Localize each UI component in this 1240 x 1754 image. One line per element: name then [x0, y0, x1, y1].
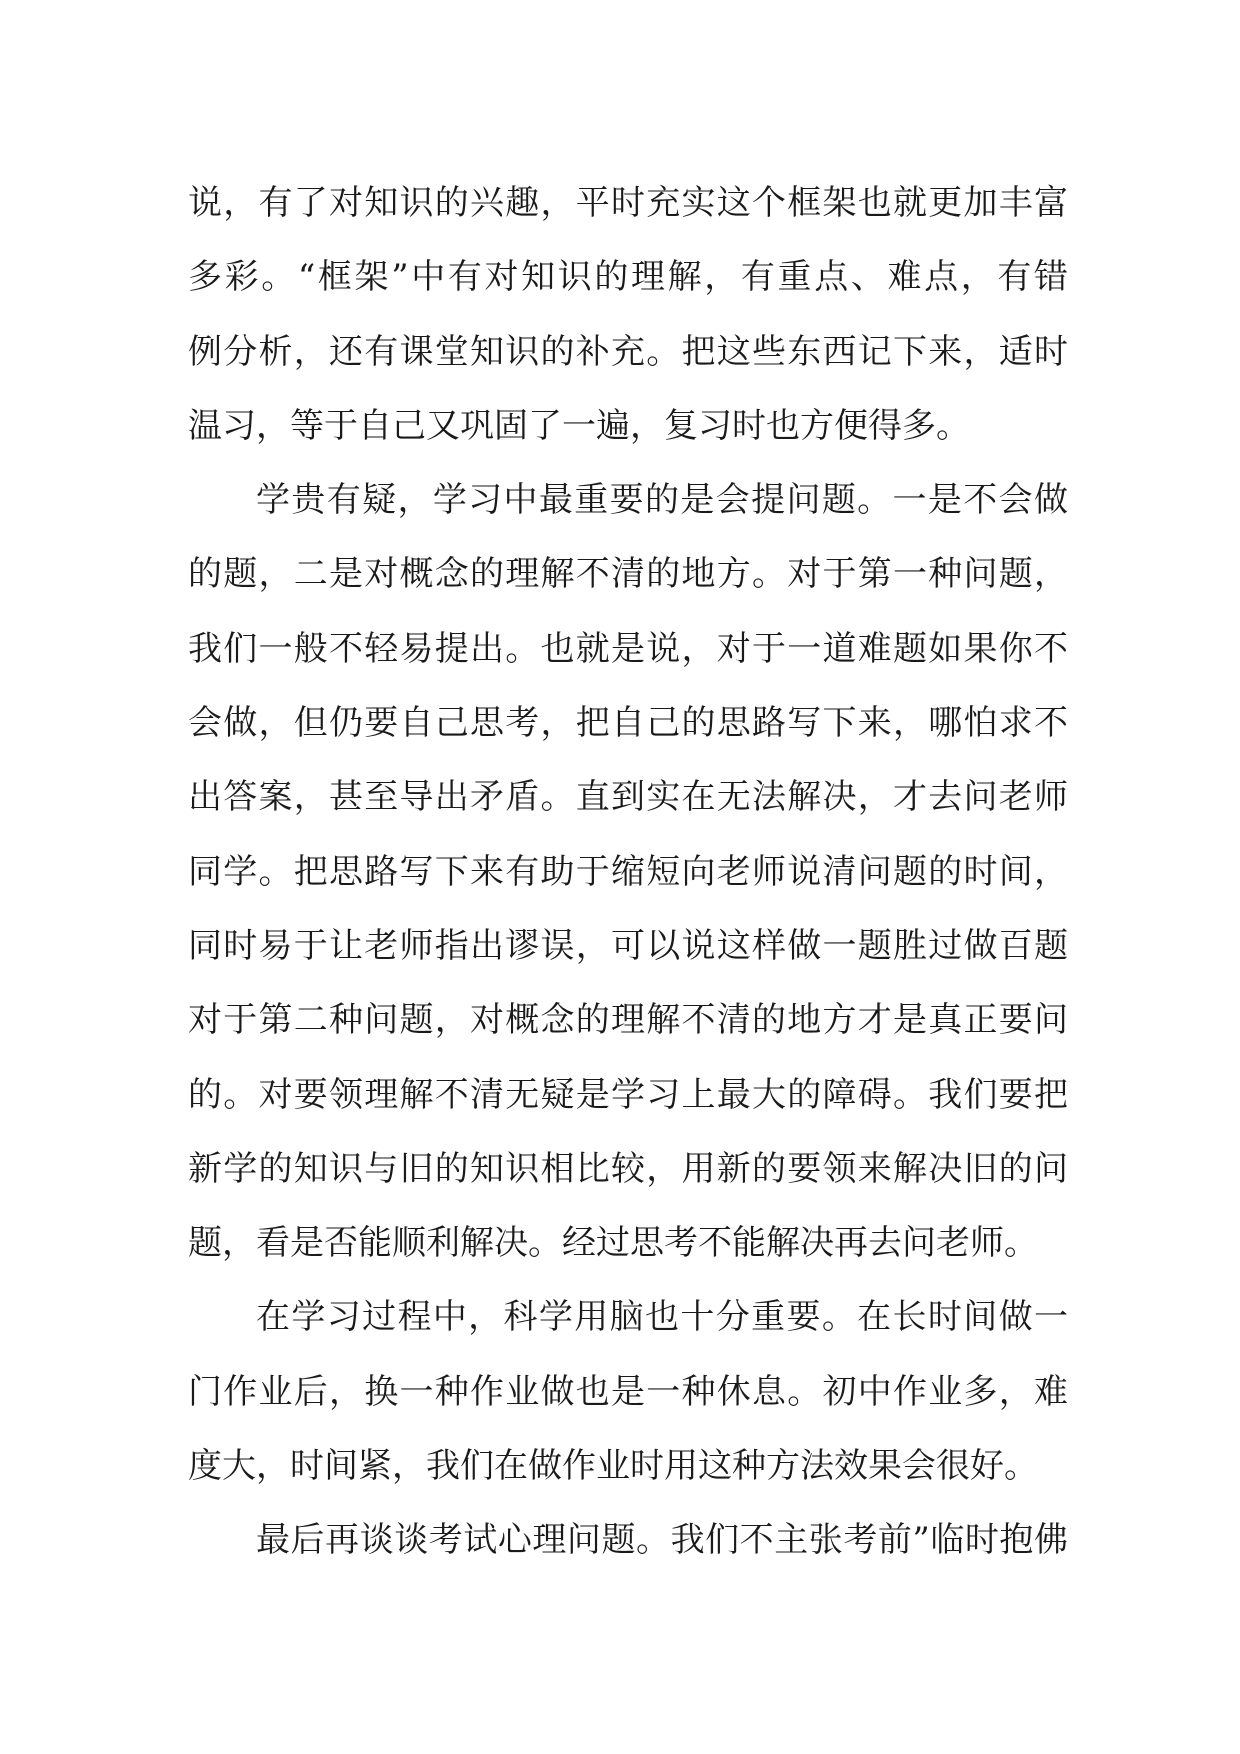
text-line: 温习，等于自己又巩固了一遍，复习时也方便得多。	[188, 405, 970, 446]
text-line: 多彩。“框架”中有对知识的理解，有重点、难点，有错	[188, 257, 1068, 298]
text-line: 门作业后，换一种作业做也是一种休息。初中作业多，难	[188, 1371, 1068, 1412]
text-line: 说，有了对知识的兴趣，平时充实这个框架也就更加丰富	[188, 183, 1068, 223]
text-line: 出答案，甚至导出矛盾。直到实在无法解决，才去问老师	[188, 777, 1068, 818]
text-line: 最后再谈谈考试心理问题。我们不主张考前”临时抱佛	[256, 1520, 1068, 1561]
text-line: 学贵有疑，学习中最重要的是会提问题。一是不会做	[256, 480, 1068, 521]
text-line: 的题，二是对概念的理解不清的地方。对于第一种问题，	[188, 554, 1068, 595]
text-line: 题，看是否能顺利解决。经过思考不能解决再去问老师。	[188, 1223, 1038, 1264]
text-line: 会做，但仍要自己思考，把自己的思路写下来，哪怕求不	[188, 703, 1068, 744]
text-line: 新学的知识与旧的知识相比较，用新的要领来解决旧的问	[188, 1148, 1068, 1189]
body-text	[188, 166, 1068, 1578]
text-line: 同学。把思路写下来有助于缩短向老师说清问题的时间，	[188, 851, 1068, 892]
text-line: 的。对要领理解不清无疑是学习上最大的障碍。我们要把	[188, 1074, 1068, 1115]
text-line: 同时易于让老师指出谬误，可以说这样做一题胜过做百题	[188, 925, 1068, 966]
text-line: 度大，时间紧，我们在做作业时用这种方法效果会很好。	[188, 1446, 1038, 1487]
text-line: 例分析，还有课堂知识的补充。把这些东西记下来，适时	[188, 331, 1068, 372]
text-line: 在学习过程中，科学用脑也十分重要。在长时间做一	[256, 1297, 1068, 1338]
text-line: 对于第二种问题，对概念的理解不清的地方才是真正要问	[188, 1000, 1068, 1041]
text-line: 我们一般不轻易提出。也就是说，对于一道难题如果你不	[188, 628, 1068, 669]
